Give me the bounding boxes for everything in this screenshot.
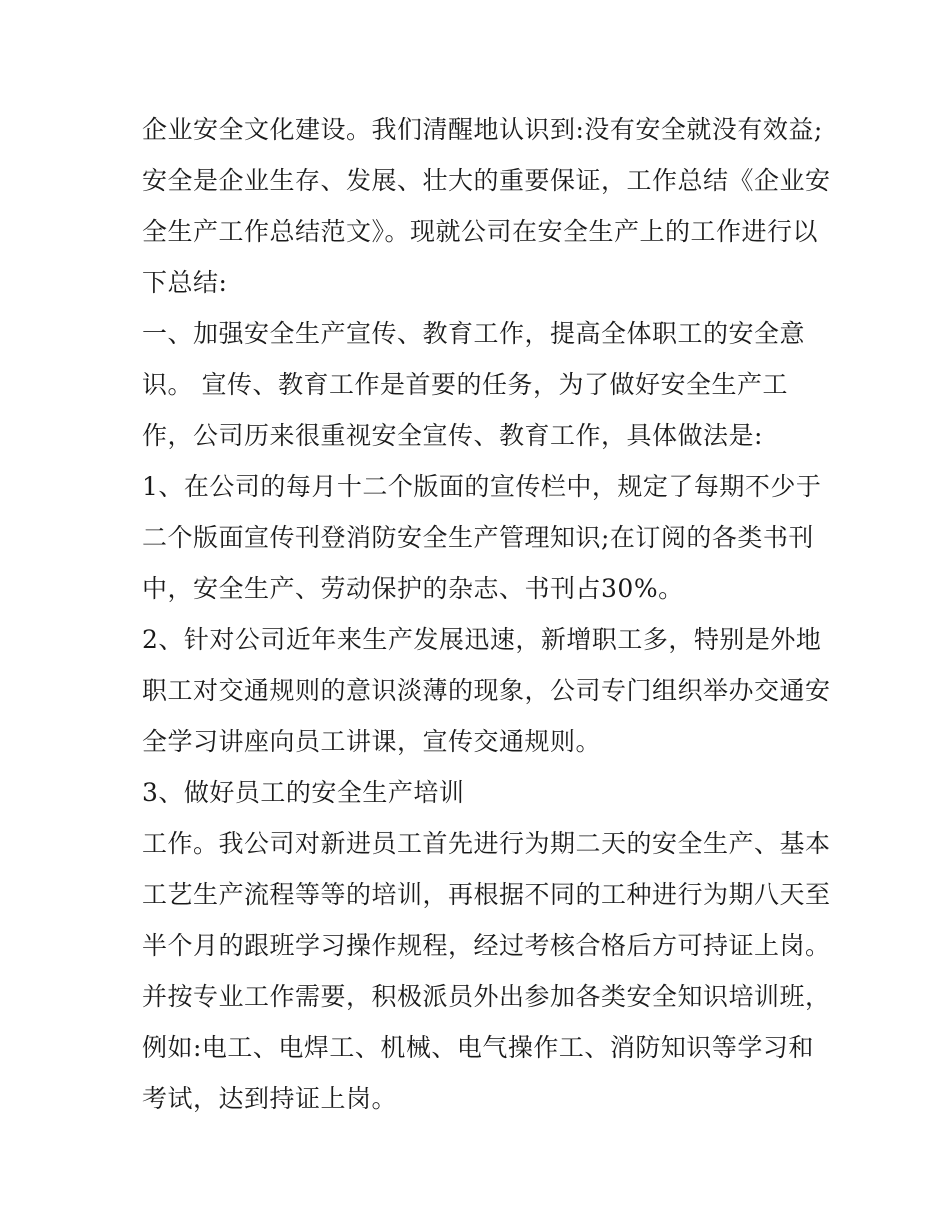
text-line: 职工对交通规则的意识淡薄的现象，公司专门组织举办交通安 (142, 676, 831, 705)
text-line: 中，安全生产、劳动保护的杂志、书刊占30%。 (142, 574, 684, 603)
text-line: 安全是企业生存、发展、壮大的重要保证，工作总结《企业安 (142, 166, 831, 195)
text-line: 下总结: (142, 268, 228, 297)
text-line: 企业安全文化建设。我们清醒地认识到:没有安全就没有效益; (142, 115, 823, 144)
document-body (142, 104, 831, 1124)
text-line: 识。 宣传、教育工作是首要的任务，为了做好安全生产工 (142, 370, 788, 399)
text-line: 考试，达到持证上岗。 (142, 1084, 398, 1113)
text-line: 作，公司历来很重视安全宣传、教育工作，具体做法是: (142, 421, 763, 450)
text-line: 二个版面宣传刊登消防安全生产管理知识;在订阅的各类书刊 (142, 523, 814, 552)
list-item-line: 3、做好员工的安全生产培训 (142, 778, 465, 807)
text-line: 工艺生产流程等等的培训，再根据不同的工种进行为期八天至 (142, 880, 831, 909)
text-line: 全学习讲座向员工讲课，宣传交通规则。 (142, 727, 602, 756)
list-item-line: 1、在公司的每月十二个版面的宣传栏中，规定了每期不少于 (142, 472, 822, 501)
text-line: 工作。我公司对新进员工首先进行为期二天的安全生产、基本 (142, 829, 831, 858)
list-item-line: 2、针对公司近年来生产发展迅速，新增职工多，特别是外地 (142, 625, 822, 654)
section-heading-line: 一、加强安全生产宣传、教育工作，提高全体职工的安全意 (142, 319, 806, 348)
text-line: 全生产工作总结范文》。现就公司在安全生产上的工作进行以 (142, 217, 819, 246)
text-line: 半个月的跟班学习操作规程，经过考核合格后方可持证上岗。 (142, 931, 831, 960)
text-line: 例如:电工、电焊工、机械、电气操作工、消防知识等学习和 (142, 1033, 814, 1062)
text-line: 并按专业工作需要，积极派员外出参加各类安全知识培训班， (142, 982, 831, 1011)
